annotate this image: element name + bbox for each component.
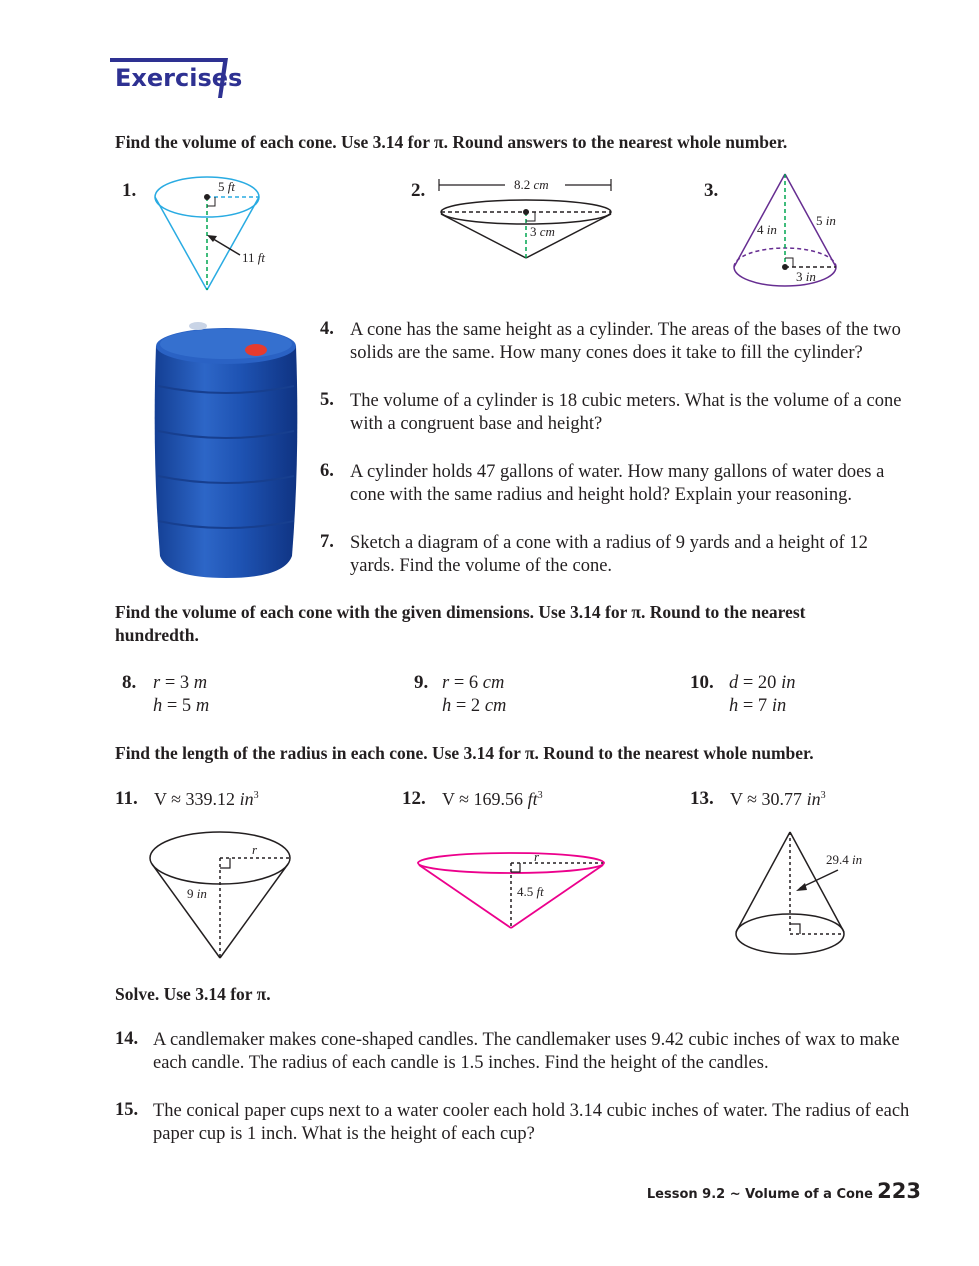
page-number: 223 — [877, 1179, 921, 1203]
fig13-slant-label: 29.4 in — [826, 852, 863, 867]
exercise-number-12: 12. — [402, 788, 426, 809]
question-4 — [320, 319, 920, 365]
question-5-text: The volume of a cylinder is 18 cubic meters. What is the volume of a cone with a congruent base and height? — [350, 391, 902, 434]
question-7-number: 7. — [320, 532, 334, 552]
instruction-section-2: Find the volume of each cone with the given dimensions. Use 3.14 for π. Round to the nearest hundredth. — [115, 602, 806, 645]
cone-figure-11 — [145, 830, 295, 965]
exercise-number-10: 10. — [690, 672, 714, 693]
question-4-text: A cone has the same height as a cylinder. The areas of the bases of the two solids are the same. How many cones does it take to fill the cylinder? — [350, 320, 901, 363]
footer-lesson-title: Lesson 9.2 ~ Volume of a Cone — [646, 1187, 873, 1202]
question-7 — [320, 532, 880, 578]
question-5 — [320, 390, 920, 436]
cone-figure-13 — [728, 826, 878, 971]
fig11-slant-label: 9 in — [187, 886, 207, 901]
question-14-number: 14. — [115, 1029, 139, 1049]
fig3-radius-label: 3 in — [796, 269, 816, 284]
question-14 — [115, 1029, 925, 1075]
question-7-text: Sketch a diagram of a cone with a radius of 9 yards and a height of 12 yards. Find the volume of the cone. — [350, 533, 868, 576]
fig3-height-label: 4 in — [757, 222, 777, 237]
instruction-section-1: Find the volume of each cone. Use 3.14 for π. Round answers to the nearest whole number. — [115, 132, 788, 152]
question-6 — [320, 461, 920, 507]
exercise-number-3: 3. — [704, 180, 719, 201]
q8-dims: r = 3 m h = 5 m — [153, 673, 210, 716]
page-title: Exercises — [115, 64, 243, 92]
question-5-number: 5. — [320, 390, 334, 410]
q9-dims: r = 6 cm h = 2 cm — [442, 673, 507, 716]
instruction-section-3: Find the length of the radius in each cone. Use 3.14 for π. Round to the nearest whole number. — [115, 743, 814, 763]
q11-volume: V ≈ 339.12 $in^3$ — [154, 789, 259, 809]
exercise-number-9: 9. — [414, 672, 429, 693]
exercise-number-2: 2. — [411, 180, 426, 201]
exercise-number-13: 13. — [690, 788, 714, 809]
fig12-radius-label: r — [534, 849, 540, 864]
cone-figure-3 — [725, 170, 850, 295]
q12-volume: V ≈ 169.56 $ft^3$ — [442, 789, 543, 809]
question-15 — [115, 1100, 925, 1146]
fig1-radius-label: 5 ft — [218, 179, 235, 194]
fig2-diameter-label: 8.2 cm — [514, 177, 549, 192]
exercise-number-11: 11. — [115, 788, 138, 809]
question-15-text: The conical paper cups next to a water cooler each hold 3.14 cubic inches of water. The radius of each paper cup is 1 inch. What is the height of each cup? — [153, 1101, 910, 1144]
fig11-radius-label: r — [252, 842, 258, 857]
q10-dims: d = 20 in h = 7 in — [729, 673, 796, 716]
fig2-height-label: 3 cm — [530, 224, 555, 239]
cone-figure-12 — [415, 848, 610, 933]
instruction-section-4: Solve. Use 3.14 for π. — [115, 984, 271, 1004]
blue-barrel-image — [148, 316, 303, 581]
q13-volume: V ≈ 30.77 $in^3$ — [730, 789, 826, 809]
exercise-number-1: 1. — [122, 180, 137, 201]
exercise-number-8: 8. — [122, 672, 137, 693]
fig1-slant-label: 11 ft — [242, 250, 266, 265]
question-6-text: A cylinder holds 47 gallons of water. How many gallons of water does a cone with the same radius and height hold? Explain your reasoning. — [350, 462, 885, 505]
question-6-number: 6. — [320, 461, 334, 481]
fig3-slant-label: 5 in — [816, 213, 836, 228]
fig12-height-label: 4.5 ft — [517, 884, 544, 899]
question-4-number: 4. — [320, 319, 334, 339]
question-14-text: A candlemaker makes cone-shaped candles. The candlemaker uses 9.42 cubic inches of wax to make each candle. The radius of each candle is 1.5 inches. Find the height of the candles. — [153, 1030, 900, 1073]
question-15-number: 15. — [115, 1100, 139, 1120]
